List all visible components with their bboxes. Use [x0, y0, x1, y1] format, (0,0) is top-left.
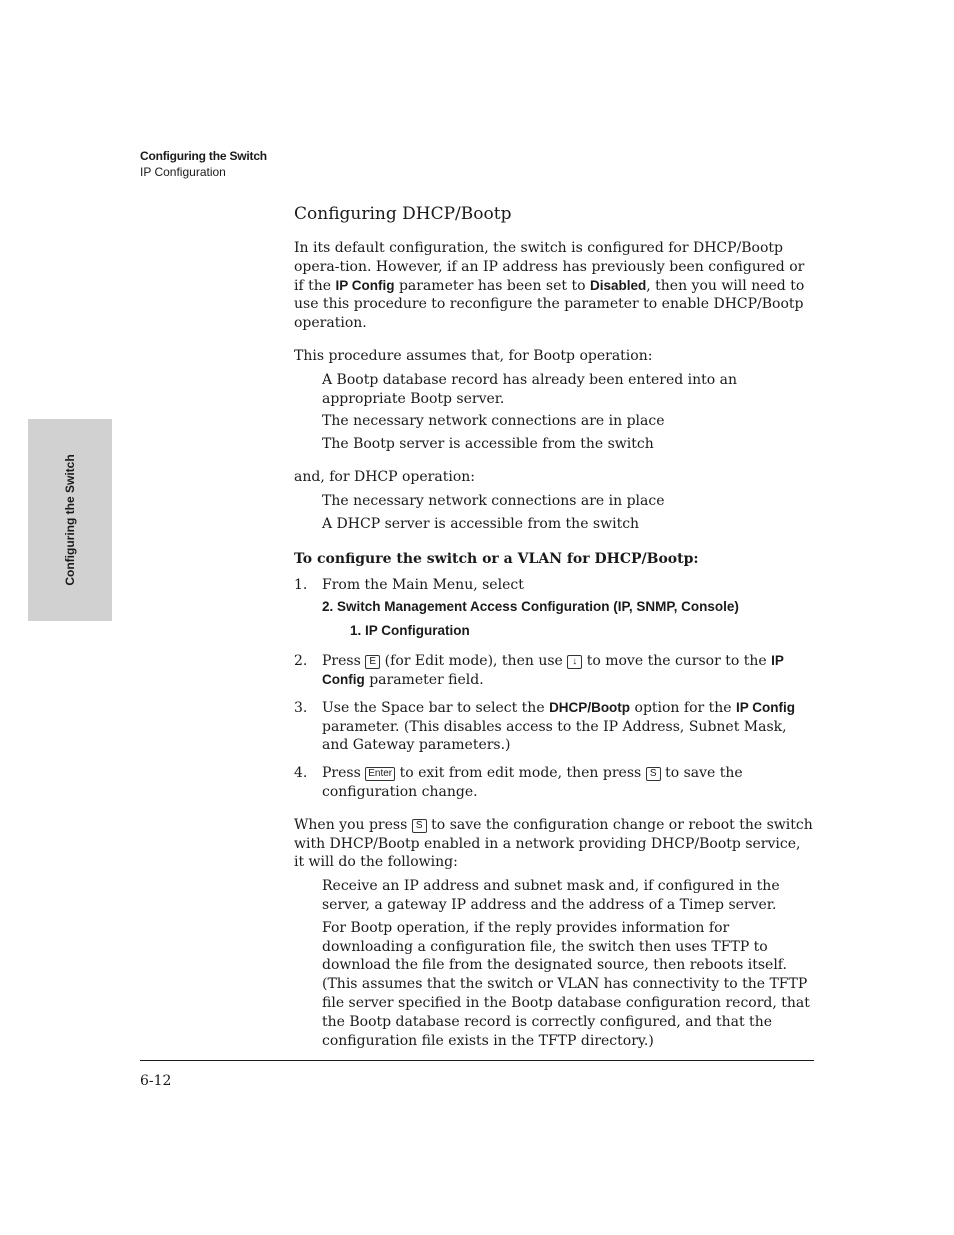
- intro-paragraph: [294, 239, 814, 333]
- ip-config-term: IP Config: [335, 277, 395, 293]
- running-head-section: IP Configuration: [140, 165, 226, 179]
- e-key-icon: E: [365, 655, 380, 669]
- page-number: 6-12: [140, 1073, 172, 1089]
- s-key-icon: S: [646, 767, 661, 781]
- procedure-step-2: [294, 652, 814, 690]
- step-text: to save the configuration change.: [322, 765, 743, 800]
- procedure-step-4: [294, 764, 814, 802]
- intro-text-1: In its default configuration, the switch is configured for DHCP/Bootp opera-tion. However, if an IP address has previously been configured or if the: [294, 240, 805, 294]
- intro-text-2: parameter has been set to: [394, 277, 590, 294]
- procedure-step-1: [294, 576, 814, 643]
- s-key-icon: S: [412, 819, 427, 833]
- footer-rule: [140, 1060, 814, 1061]
- result-item: Receive an IP address and subnet mask and, if configured in the server, a gateway IP address and the address of a Timep server.: [322, 878, 780, 913]
- running-head-chapter: Configuring the Switch: [140, 149, 267, 163]
- bootp-item: The necessary network connections are in place: [322, 413, 665, 430]
- page-content: [294, 203, 814, 1054]
- chapter-side-tab: [28, 419, 112, 621]
- ip-config-param-term: IP Config: [736, 699, 796, 715]
- intro-text-3: , then you will need to use this procedure to reconfigure the parameter to enable DHCP/Bootp operation.: [294, 277, 805, 332]
- down-arrow-key-icon: ↓: [567, 655, 582, 669]
- dhcp-item: The necessary network connections are in place: [322, 492, 665, 509]
- running-head: [140, 148, 267, 180]
- step-number: 4.: [294, 765, 308, 782]
- step-text: (for Edit mode), then use: [380, 653, 568, 670]
- after-text: to save the configuration change or reboot the switch with DHCP/Bootp enabled in a network providing DHCP/Bootp service, it will do the following:: [294, 816, 813, 871]
- dhcp-bootp-option-term: DHCP/Bootp: [549, 699, 631, 715]
- step-text: From the Main Menu, select: [322, 577, 524, 594]
- step-number: 2.: [294, 653, 308, 670]
- side-tab-label: Configuring the Switch: [63, 454, 77, 586]
- ip-config-field-term: IP Config: [322, 653, 784, 687]
- step-text: option for the: [630, 699, 737, 716]
- bootp-lead: This procedure assumes that, for Bootp operation:: [294, 347, 653, 364]
- step-text: Press: [322, 653, 366, 670]
- after-paragraph: [294, 816, 814, 872]
- after-text: When you press: [294, 816, 412, 833]
- menu-path-1: 2. Switch Management Access Configuration (IP, SNMP, Console): [322, 599, 739, 615]
- enter-key-icon: Enter: [365, 767, 395, 781]
- procedure-step-3: [294, 699, 814, 755]
- step-text: parameter field.: [364, 671, 484, 688]
- procedure-heading: To configure the switch or a VLAN for DHCP/Bootp:: [294, 551, 699, 568]
- bootp-item: The Bootp server is accessible from the switch: [322, 436, 654, 453]
- step-text: Use the Space bar to select the: [322, 699, 550, 716]
- step-text: to exit from edit mode, then press: [395, 765, 646, 782]
- step-text: parameter. (This disables access to the IP Address, Subnet Mask, and Gateway parameters.): [322, 718, 787, 754]
- section-title: Configuring DHCP/Bootp: [294, 204, 512, 224]
- result-item: For Bootp operation, if the reply provides information for downloading a configuration file, the switch then uses TFTP to download the file from the designated source, then reboots itself. (This assumes that the switch or VLAN has connectivity to the TFTP file server specified in the Bootp database configuration record, that the Bootp database record is correctly configured, and that the configuration file exists in the TFTP directory.): [322, 919, 810, 1049]
- disabled-term: Disabled: [589, 277, 647, 293]
- menu-path-2: 1. IP Configuration: [350, 623, 470, 639]
- step-text: Press: [322, 765, 366, 782]
- dhcp-lead: and, for DHCP operation:: [294, 468, 475, 485]
- dhcp-item: A DHCP server is accessible from the switch: [322, 515, 640, 532]
- step-text: to move the cursor to the: [582, 653, 772, 670]
- bootp-item: A Bootp database record has already been entered into an appropriate Bootp server.: [322, 371, 738, 407]
- step-number: 3.: [294, 699, 308, 716]
- step-number: 1.: [294, 577, 308, 594]
